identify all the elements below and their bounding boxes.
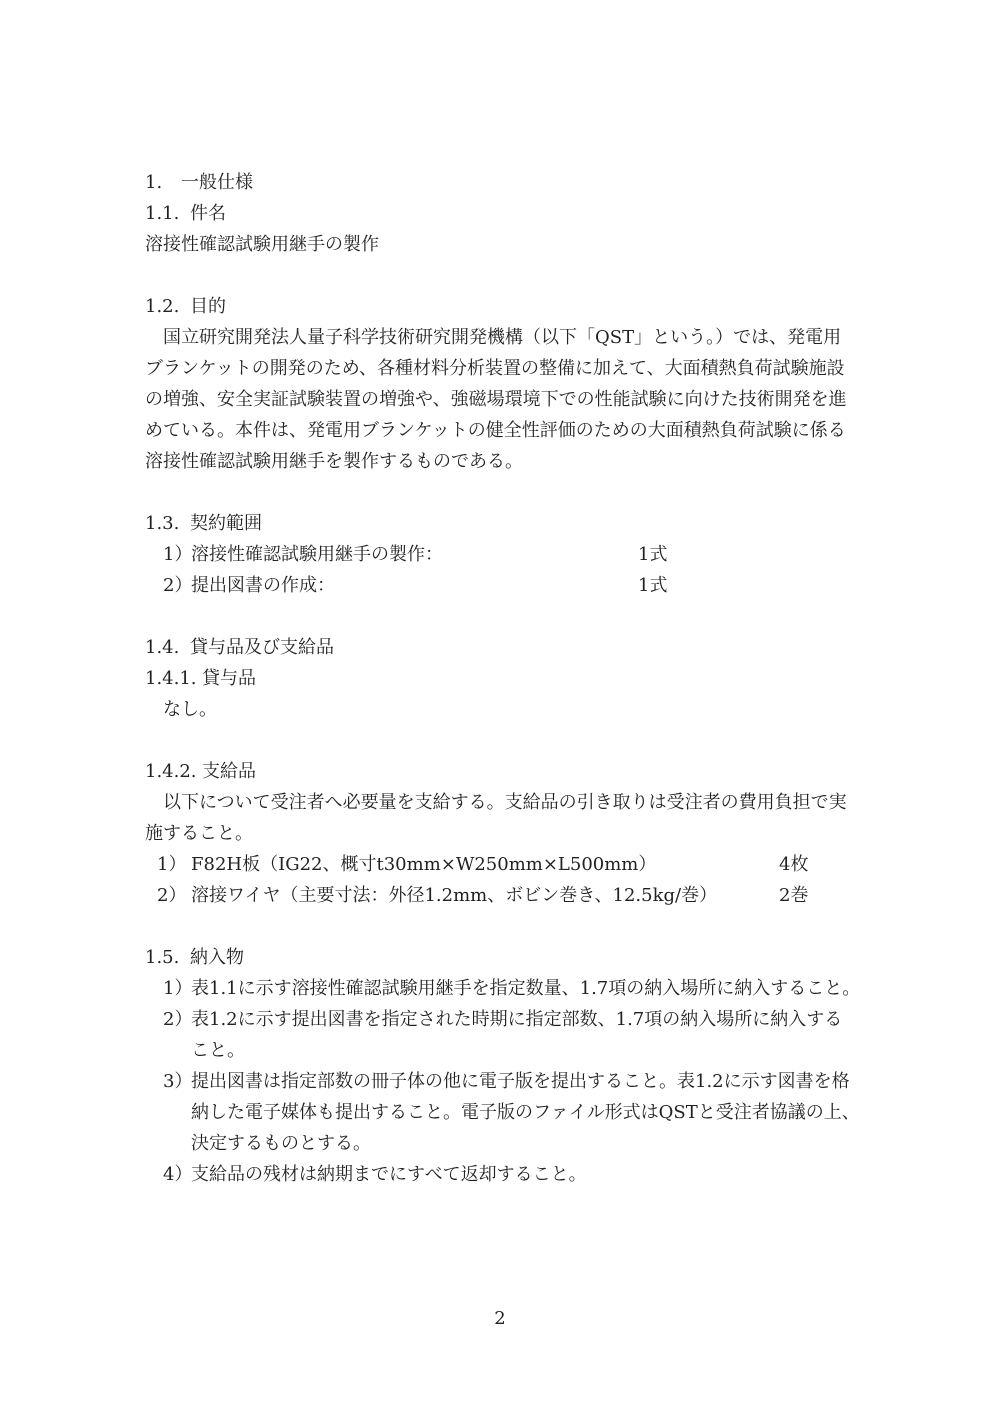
heading-1-2	[145, 295, 226, 319]
deliverable-item	[163, 977, 860, 1001]
heading-1-4-2-title: 支給品	[202, 761, 256, 782]
heading-1-4-title: 貸与品及び支給品	[190, 637, 334, 658]
supplied-item-qty: 4枚	[779, 854, 809, 875]
supplied-item-text: 溶接ワイヤ（主要寸法：外径1.2mm、ボビン巻き、12.5kg/巻）	[191, 885, 718, 906]
deliverable-item-text: 表1.2に示す提出図書を指定された時期に指定部数、1.7項の納入場所に納入する	[191, 1009, 843, 1030]
heading-1	[145, 171, 253, 195]
scope-item-text: 提出図書の作成：	[191, 575, 335, 596]
heading-1-1	[145, 202, 226, 226]
heading-1-4-number: 1.4.	[145, 637, 180, 658]
deliverable-item-marker: 3）	[163, 1071, 193, 1092]
heading-1-5-number: 1.5.	[145, 947, 180, 968]
deliverable-item-text: 表1.1に示す溶接性確認試験用継手を指定数量、1.7項の納入場所に納入すること。	[191, 978, 861, 999]
heading-1-4-1-title: 貸与品	[202, 668, 256, 689]
loaned-items-text: なし。	[163, 699, 217, 720]
scope-item-qty: 1式	[638, 544, 668, 565]
supplied-item-text: F82H板（IG22、概寸t30mm×W250mm×L500mm）	[191, 854, 657, 875]
subject-text: 溶接性確認試験用継手の製作	[145, 234, 379, 255]
deliverable-item-marker: 2）	[163, 1009, 193, 1030]
page-number: 2	[494, 1308, 506, 1329]
scope-item-text: 溶接性確認試験用継手の製作：	[191, 544, 443, 565]
heading-1-2-number: 1.2.	[145, 296, 180, 317]
purpose-line: ブランケットの開発のため、各種材料分析装置の整備に加えて、大面積熱負荷試験施設	[145, 358, 845, 379]
purpose-line: めている。本件は、発電用ブランケットの健全性評価のための大面積熱負荷試験に係る	[145, 420, 846, 441]
deliverable-item-text: 提出図書は指定部数の冊子体の他に電子版を提出すること。表1.2に示す図書を格	[191, 1071, 850, 1092]
scope-item-marker: 1）	[163, 544, 193, 565]
supplied-item	[157, 884, 717, 908]
deliverable-item-continuation: 納した電子媒体も提出すること。電子版のファイル形式はQSTと受注者協議の上、	[191, 1102, 860, 1123]
supplied-item-marker: 2）	[157, 885, 187, 906]
supplied-line: 施すること。	[145, 823, 253, 844]
heading-1-4-2-number: 1.4.2.	[145, 761, 197, 782]
heading-1-3-title: 契約範囲	[190, 513, 262, 534]
deliverable-item-continuation: 決定するものとする。	[191, 1133, 371, 1154]
heading-1-number: 1.	[145, 172, 163, 193]
purpose-line: の増強、安全実証試験装置の増強や、強磁場環境下での性能試験に向けた技術開発を進	[145, 389, 847, 410]
heading-1-title: 一般仕様	[181, 172, 253, 193]
deliverable-item-marker: 4）	[163, 1164, 193, 1185]
scope-item-qty: 1式	[638, 575, 668, 596]
scope-item	[163, 543, 443, 567]
heading-1-1-number: 1.1.	[145, 203, 180, 224]
deliverable-item	[163, 1163, 587, 1187]
heading-1-4-1-number: 1.4.1.	[145, 668, 197, 689]
supplied-item-qty: 2巻	[779, 885, 809, 906]
deliverable-item-marker: 1）	[163, 978, 193, 999]
supplied-item-marker: 1）	[157, 854, 187, 875]
deliverable-item-continuation: こと。	[191, 1040, 245, 1061]
deliverable-item-text: 支給品の残材は納期までにすべて返却すること。	[191, 1164, 587, 1185]
purpose-line: 国立研究開発法人量子科学技術研究開発機構（以下「QST」という。）では、発電用	[163, 327, 842, 348]
deliverable-item	[163, 1008, 842, 1032]
scope-item	[163, 574, 335, 598]
purpose-line: 溶接性確認試験用継手を製作するものである。	[145, 451, 523, 472]
deliverable-item	[163, 1070, 850, 1094]
heading-1-3	[145, 512, 262, 536]
heading-1-2-title: 目的	[190, 296, 226, 317]
heading-1-5-title: 納入物	[190, 947, 244, 968]
supplied-item	[157, 853, 656, 877]
heading-1-4	[145, 636, 334, 660]
heading-1-5	[145, 946, 244, 970]
supplied-line: 以下について受注者へ必要量を支給する。支給品の引き取りは受注者の費用負担で実	[163, 792, 847, 813]
heading-1-4-2	[145, 760, 256, 784]
heading-1-4-1	[145, 667, 256, 691]
scope-item-marker: 2）	[163, 575, 193, 596]
heading-1-3-number: 1.3.	[145, 513, 180, 534]
heading-1-1-title: 件名	[190, 203, 226, 224]
